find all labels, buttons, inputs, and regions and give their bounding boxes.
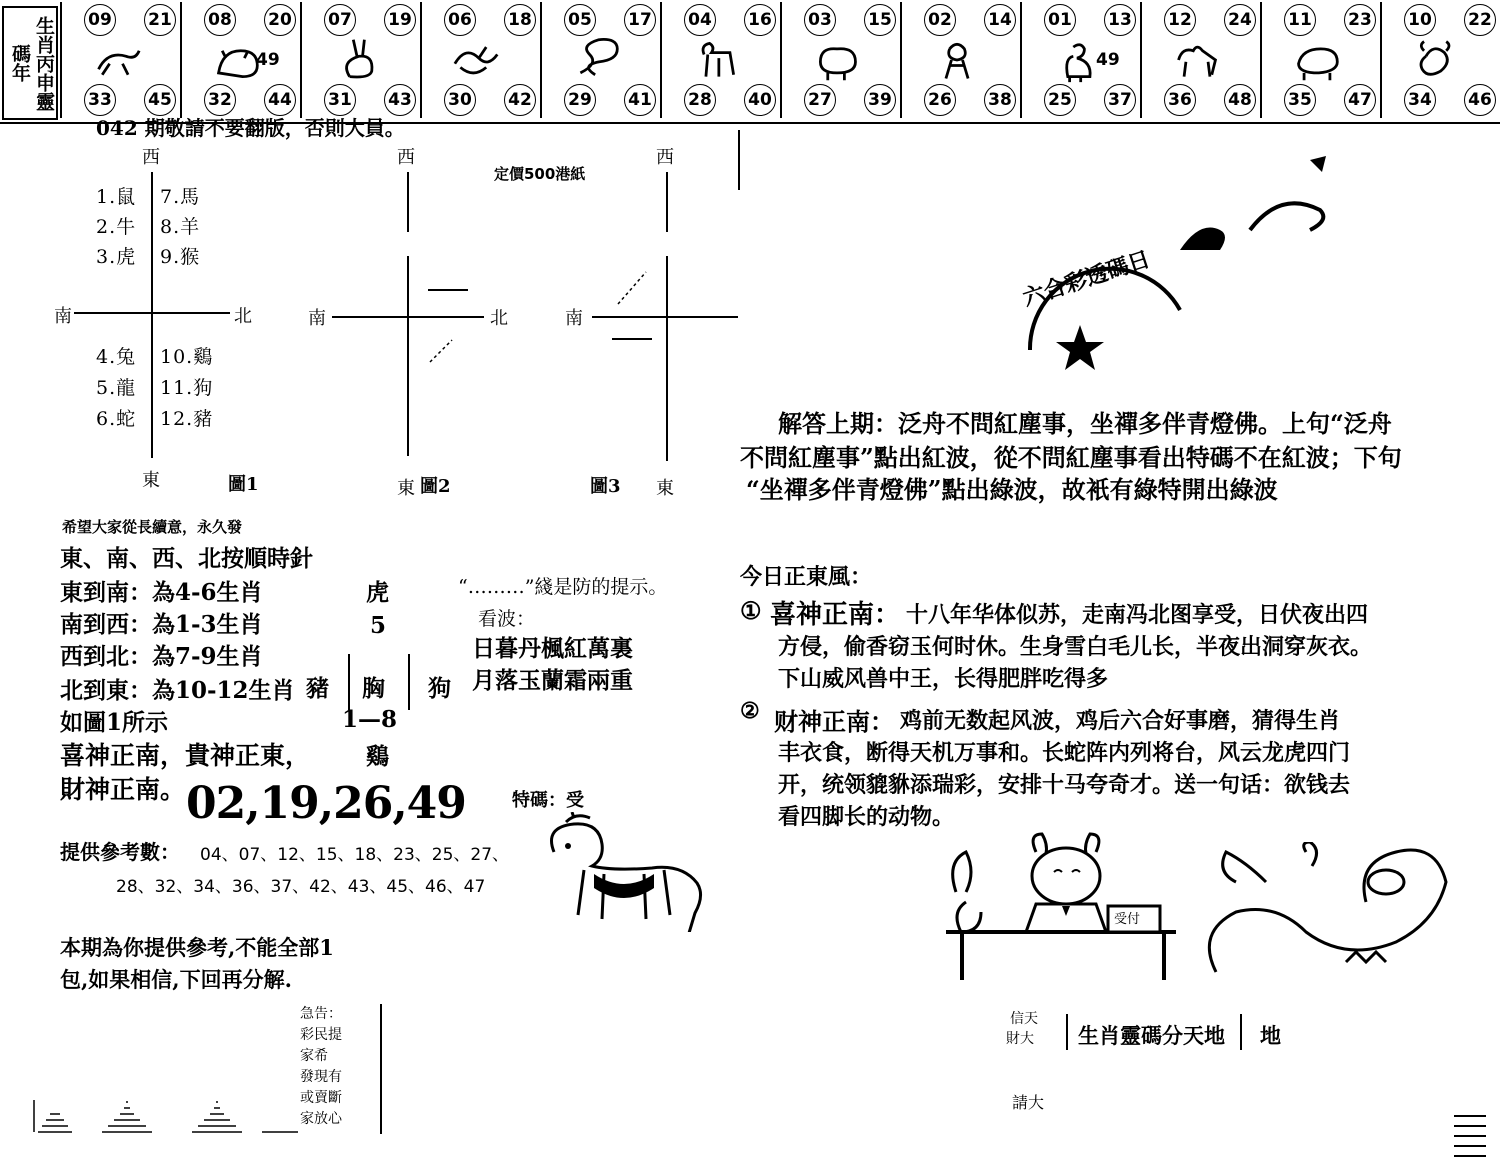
garfield-illustration: [1196, 842, 1456, 982]
fig3-label: 圖3: [590, 476, 621, 497]
p1-marker: ①: [740, 596, 762, 625]
fig1-horizontal: [74, 312, 230, 314]
rule-east-south: 東到南：為4-6生肖: [60, 579, 263, 606]
number-bottom-left: 34: [1404, 84, 1436, 116]
edge-ticks: [1450, 1112, 1490, 1160]
number-bottom-right: 41: [624, 84, 656, 116]
fig2-west: 西: [397, 147, 415, 168]
fig3-horizontal: [592, 316, 738, 318]
number-bottom-left: 36: [1164, 84, 1196, 116]
stamp-text: 六合彩透碼日: [1019, 246, 1154, 312]
strip-cell: [900, 2, 1012, 118]
answer-line-3: “坐禪多伴青燈佛”點出綠波，故衹有綠特開出綠波: [746, 475, 1278, 504]
number-top-right: 24: [1224, 4, 1256, 36]
number-bottom-left: 33: [84, 84, 116, 116]
warn-row-6: 家放心: [300, 1111, 342, 1127]
cat-cashier-illustration: [936, 832, 1176, 982]
note-line-2: 包,如果相信,下回再分解.: [60, 967, 292, 992]
note-line-1: 本期為你提供參考,不能全部1: [60, 935, 334, 960]
fig2-dotted-diagonal: [426, 336, 456, 366]
rat-icon: [90, 36, 144, 84]
pig-icon: [1290, 36, 1344, 84]
zodiac-7: 7.馬: [160, 186, 201, 208]
number-bottom-right: 40: [744, 84, 776, 116]
number-top-right: 21: [144, 4, 176, 36]
number-bottom-right: 48: [1224, 84, 1256, 116]
fig2-vertical-top: [407, 172, 409, 232]
strip-cell: [420, 2, 532, 118]
strip-cell: [540, 2, 652, 118]
rooster-char: 鷄: [366, 743, 389, 770]
watch-wave: 看波：: [478, 608, 536, 630]
zodiac-12: 12.豬: [160, 408, 214, 430]
p2-line-3: 开，统领貔貅添瑞彩，安排十马夸奇才。送一句话：欲钱去: [778, 772, 1351, 798]
number-top-left: 06: [444, 4, 476, 36]
number-bottom-left: 27: [804, 84, 836, 116]
fig1-west: 西: [142, 147, 160, 168]
tiger-char: 虎: [366, 579, 389, 606]
warning-block: [300, 1004, 382, 1134]
number-bottom-right: 45: [144, 84, 176, 116]
number-bottom-left: 25: [1044, 84, 1076, 116]
poem-line-2: 月落玉蘭霜兩重: [472, 667, 633, 694]
answer-line-2: 不問紅塵事”點出紅波，從不問紅塵事看出特碼不在紅波；下句: [740, 443, 1402, 472]
number-bottom-left: 26: [924, 84, 956, 116]
number-bottom-left: 32: [204, 84, 236, 116]
fig3-dotted-diagonal: [614, 268, 650, 308]
p2-line-4: 看四脚长的动物。: [778, 804, 955, 830]
strip-title: 生肖丙申靈碼年: [2, 6, 58, 120]
strip-cell: [180, 2, 292, 118]
p2-head: 财神正南：: [774, 707, 894, 736]
fig3-south: 南: [565, 308, 583, 329]
center-divider: [738, 130, 740, 190]
cartoon-fragment: [1170, 150, 1340, 280]
price: 定價500港紙: [494, 165, 586, 183]
fig1-label: 圖1: [228, 474, 259, 495]
number-top-left: 01: [1044, 4, 1076, 36]
p1-line-1: 十八年华体似苏，走南冯北图享受，日伏夜出四: [906, 602, 1369, 628]
number-bottom-right: 44: [264, 84, 296, 116]
p2-line-1: 鸡前无数起风波，鸡后六合好事磨，猜得生肖: [900, 708, 1341, 734]
number-top-right: 19: [384, 4, 416, 36]
sheep-icon: [810, 36, 864, 84]
number-bottom-right: 47: [1344, 84, 1376, 116]
zodiac-9: 9.猴: [160, 246, 201, 268]
strip-cell: [1140, 2, 1252, 118]
p1-line-2: 方侵，偷香窃玉何时休。生身雪白毛儿长，半夜出洞穿灰衣。: [778, 634, 1373, 660]
footer-bar-left: [1066, 1014, 1068, 1050]
as-fig1: 如圖1所示: [60, 709, 169, 736]
number-bottom-right: 42: [504, 84, 536, 116]
number-top-right: 14: [984, 4, 1016, 36]
number-bottom-left: 28: [684, 84, 716, 116]
p1-head: 喜神正南：: [770, 600, 901, 630]
number-extra: 49: [1096, 50, 1120, 70]
number-top-left: 03: [804, 4, 836, 36]
footer-title: 生肖靈碼分天地: [1078, 1024, 1225, 1048]
luck-line-2: 財神正南。: [60, 775, 186, 804]
warn-row-3: 家希: [300, 1048, 328, 1064]
p2-line-2: 丰衣食，断得天机万事和。长蛇阵内列将台，风云龙虎四门: [778, 740, 1351, 766]
fig2-label: 圖2: [420, 476, 451, 497]
triangle-decoration: [32, 1096, 302, 1136]
number-top-left: 02: [924, 4, 956, 36]
mouse-icon: [1410, 36, 1464, 84]
fig2-vertical: [407, 256, 409, 456]
zodiac-1: 1.鼠: [96, 186, 137, 208]
rule-south-west: 南到西：為1-3生肖: [60, 611, 263, 638]
number-bottom-right: 38: [984, 84, 1016, 116]
hope-text: 希望大家從長續意，永久發: [62, 518, 243, 536]
fig2-east: 東: [397, 478, 415, 499]
hint-text: “………”綫是防的提示。: [458, 576, 668, 598]
zodiac-6: 6.蛇: [96, 408, 137, 430]
fig3-vertical: [666, 256, 668, 461]
fig2-horizontal: [332, 316, 484, 318]
fig1-north: 北: [234, 306, 252, 327]
ref-label: 提供參考數：: [60, 840, 180, 864]
number-bottom-left: 29: [564, 84, 596, 116]
number-bottom-left: 30: [444, 84, 476, 116]
number-top-left: 08: [204, 4, 236, 36]
number-top-left: 12: [1164, 4, 1196, 36]
strip-cell: [1020, 2, 1132, 118]
number-top-right: 22: [1464, 4, 1496, 36]
fig3-west: 西: [656, 147, 674, 168]
number-top-left: 07: [324, 4, 356, 36]
number-top-left: 04: [684, 4, 716, 36]
fig3-east: 東: [656, 478, 674, 499]
zodiac-10: 10.鷄: [160, 346, 214, 368]
monkey-icon: [930, 36, 984, 84]
today-wind: 今日正東風：: [740, 564, 873, 590]
rule-north-east: 北到東：為10-12生肖: [60, 677, 295, 704]
footer-tail: 地: [1260, 1023, 1281, 1048]
number-top-left: 05: [564, 4, 596, 36]
zodiac-3: 3.虎: [96, 246, 137, 268]
strip-cell: [300, 2, 412, 118]
number-bottom-left: 35: [1284, 84, 1316, 116]
luck-line-1: 喜神正南，貴神正東，: [60, 741, 311, 770]
footer-small-1: 信天: [1010, 1011, 1038, 1027]
warn-row-1: 急告：: [300, 1006, 342, 1022]
horse-illustration: [524, 812, 714, 932]
strip-cell: [1380, 2, 1492, 118]
fig2-north: 北: [490, 308, 508, 329]
warn-row-5: 或賣斷: [300, 1090, 342, 1106]
number-top-right: 17: [624, 4, 656, 36]
number-top-right: 18: [504, 4, 536, 36]
number-top-right: 20: [264, 4, 296, 36]
warn-row-4: 發現有: [300, 1069, 342, 1085]
number-bottom-left: 31: [324, 84, 356, 116]
five-char: 5: [370, 612, 387, 639]
lucky-numbers: 02,19,26,49: [186, 778, 466, 829]
ref-numbers-1: 04、07、12、15、18、23、25、27、: [200, 845, 510, 865]
footer-bar-right: [1240, 1014, 1242, 1050]
footer-small-2: 財大: [1006, 1031, 1034, 1047]
notice: 042 期敬請不要翻版，否則大員。: [96, 116, 405, 140]
zodiac-2: 2.牛: [96, 216, 137, 238]
dragon-icon: [450, 36, 504, 84]
number-bottom-right: 46: [1464, 84, 1496, 116]
fig1-south: 南: [54, 306, 72, 327]
rooster-icon: [1050, 36, 1104, 84]
strip-cell: [1260, 2, 1372, 118]
fig2-south: 南: [308, 308, 326, 329]
special-code: 特碼：受: [512, 790, 584, 811]
strip-cell: [660, 2, 772, 118]
number-bottom-right: 39: [864, 84, 896, 116]
number-top-left: 11: [1284, 4, 1316, 36]
zodiac-4: 4.兔: [96, 346, 137, 368]
answer-line-1: 解答上期：泛舟不問紅塵事，坐禪多伴青燈佛。上句“泛舟: [778, 409, 1392, 438]
number-top-right: 13: [1104, 4, 1136, 36]
fig1-vertical: [151, 172, 153, 458]
number-bottom-right: 37: [1104, 84, 1136, 116]
rabbit-icon: [330, 36, 384, 84]
zodiac-8: 8.羊: [160, 216, 201, 238]
number-top-left: 09: [84, 4, 116, 36]
chest-char: 胸: [362, 675, 385, 702]
fig2-mark: [428, 289, 468, 291]
dog-icon: [1170, 36, 1224, 84]
poem-line-1: 日暮丹楓紅萬裏: [472, 635, 633, 662]
cashier-sign: 受付: [1114, 912, 1141, 927]
zodiac-5: 5.龍: [96, 377, 137, 399]
horse-icon: [690, 36, 744, 84]
zodiac-number-strip: [0, 0, 1500, 124]
number-extra: 49: [256, 50, 280, 70]
pig-char: 豬: [306, 675, 329, 702]
p2-marker: ②: [740, 698, 760, 724]
clockwise-text: 東、南、西、北按順時針: [60, 545, 313, 572]
rule-west-north: 西到北：為7-9生肖: [60, 643, 263, 670]
strip-cell: [60, 2, 172, 118]
footer-bottom: 請大: [1012, 1093, 1045, 1112]
strip-cell: [780, 2, 892, 118]
number-bottom-right: 43: [384, 84, 416, 116]
one-eight: 1—8: [342, 706, 398, 733]
zodiac-11: 11.狗: [160, 377, 214, 399]
dog-char: 狗: [428, 675, 451, 702]
fig3-mark: [612, 338, 652, 340]
fig1-east: 東: [142, 470, 160, 491]
ref-numbers-2: 28、32、34、36、37、42、43、45、46、47: [116, 877, 486, 897]
number-top-left: 10: [1404, 4, 1436, 36]
snake-icon: [570, 36, 624, 84]
warn-row-2: 彩民提: [300, 1027, 342, 1043]
tiger-icon: [210, 36, 264, 84]
number-top-right: 23: [1344, 4, 1376, 36]
p1-line-3: 下山威风兽中王，长得肥胖吃得多: [778, 666, 1109, 692]
number-top-right: 16: [744, 4, 776, 36]
fig3-vertical-top: [666, 172, 668, 232]
number-top-right: 15: [864, 4, 896, 36]
